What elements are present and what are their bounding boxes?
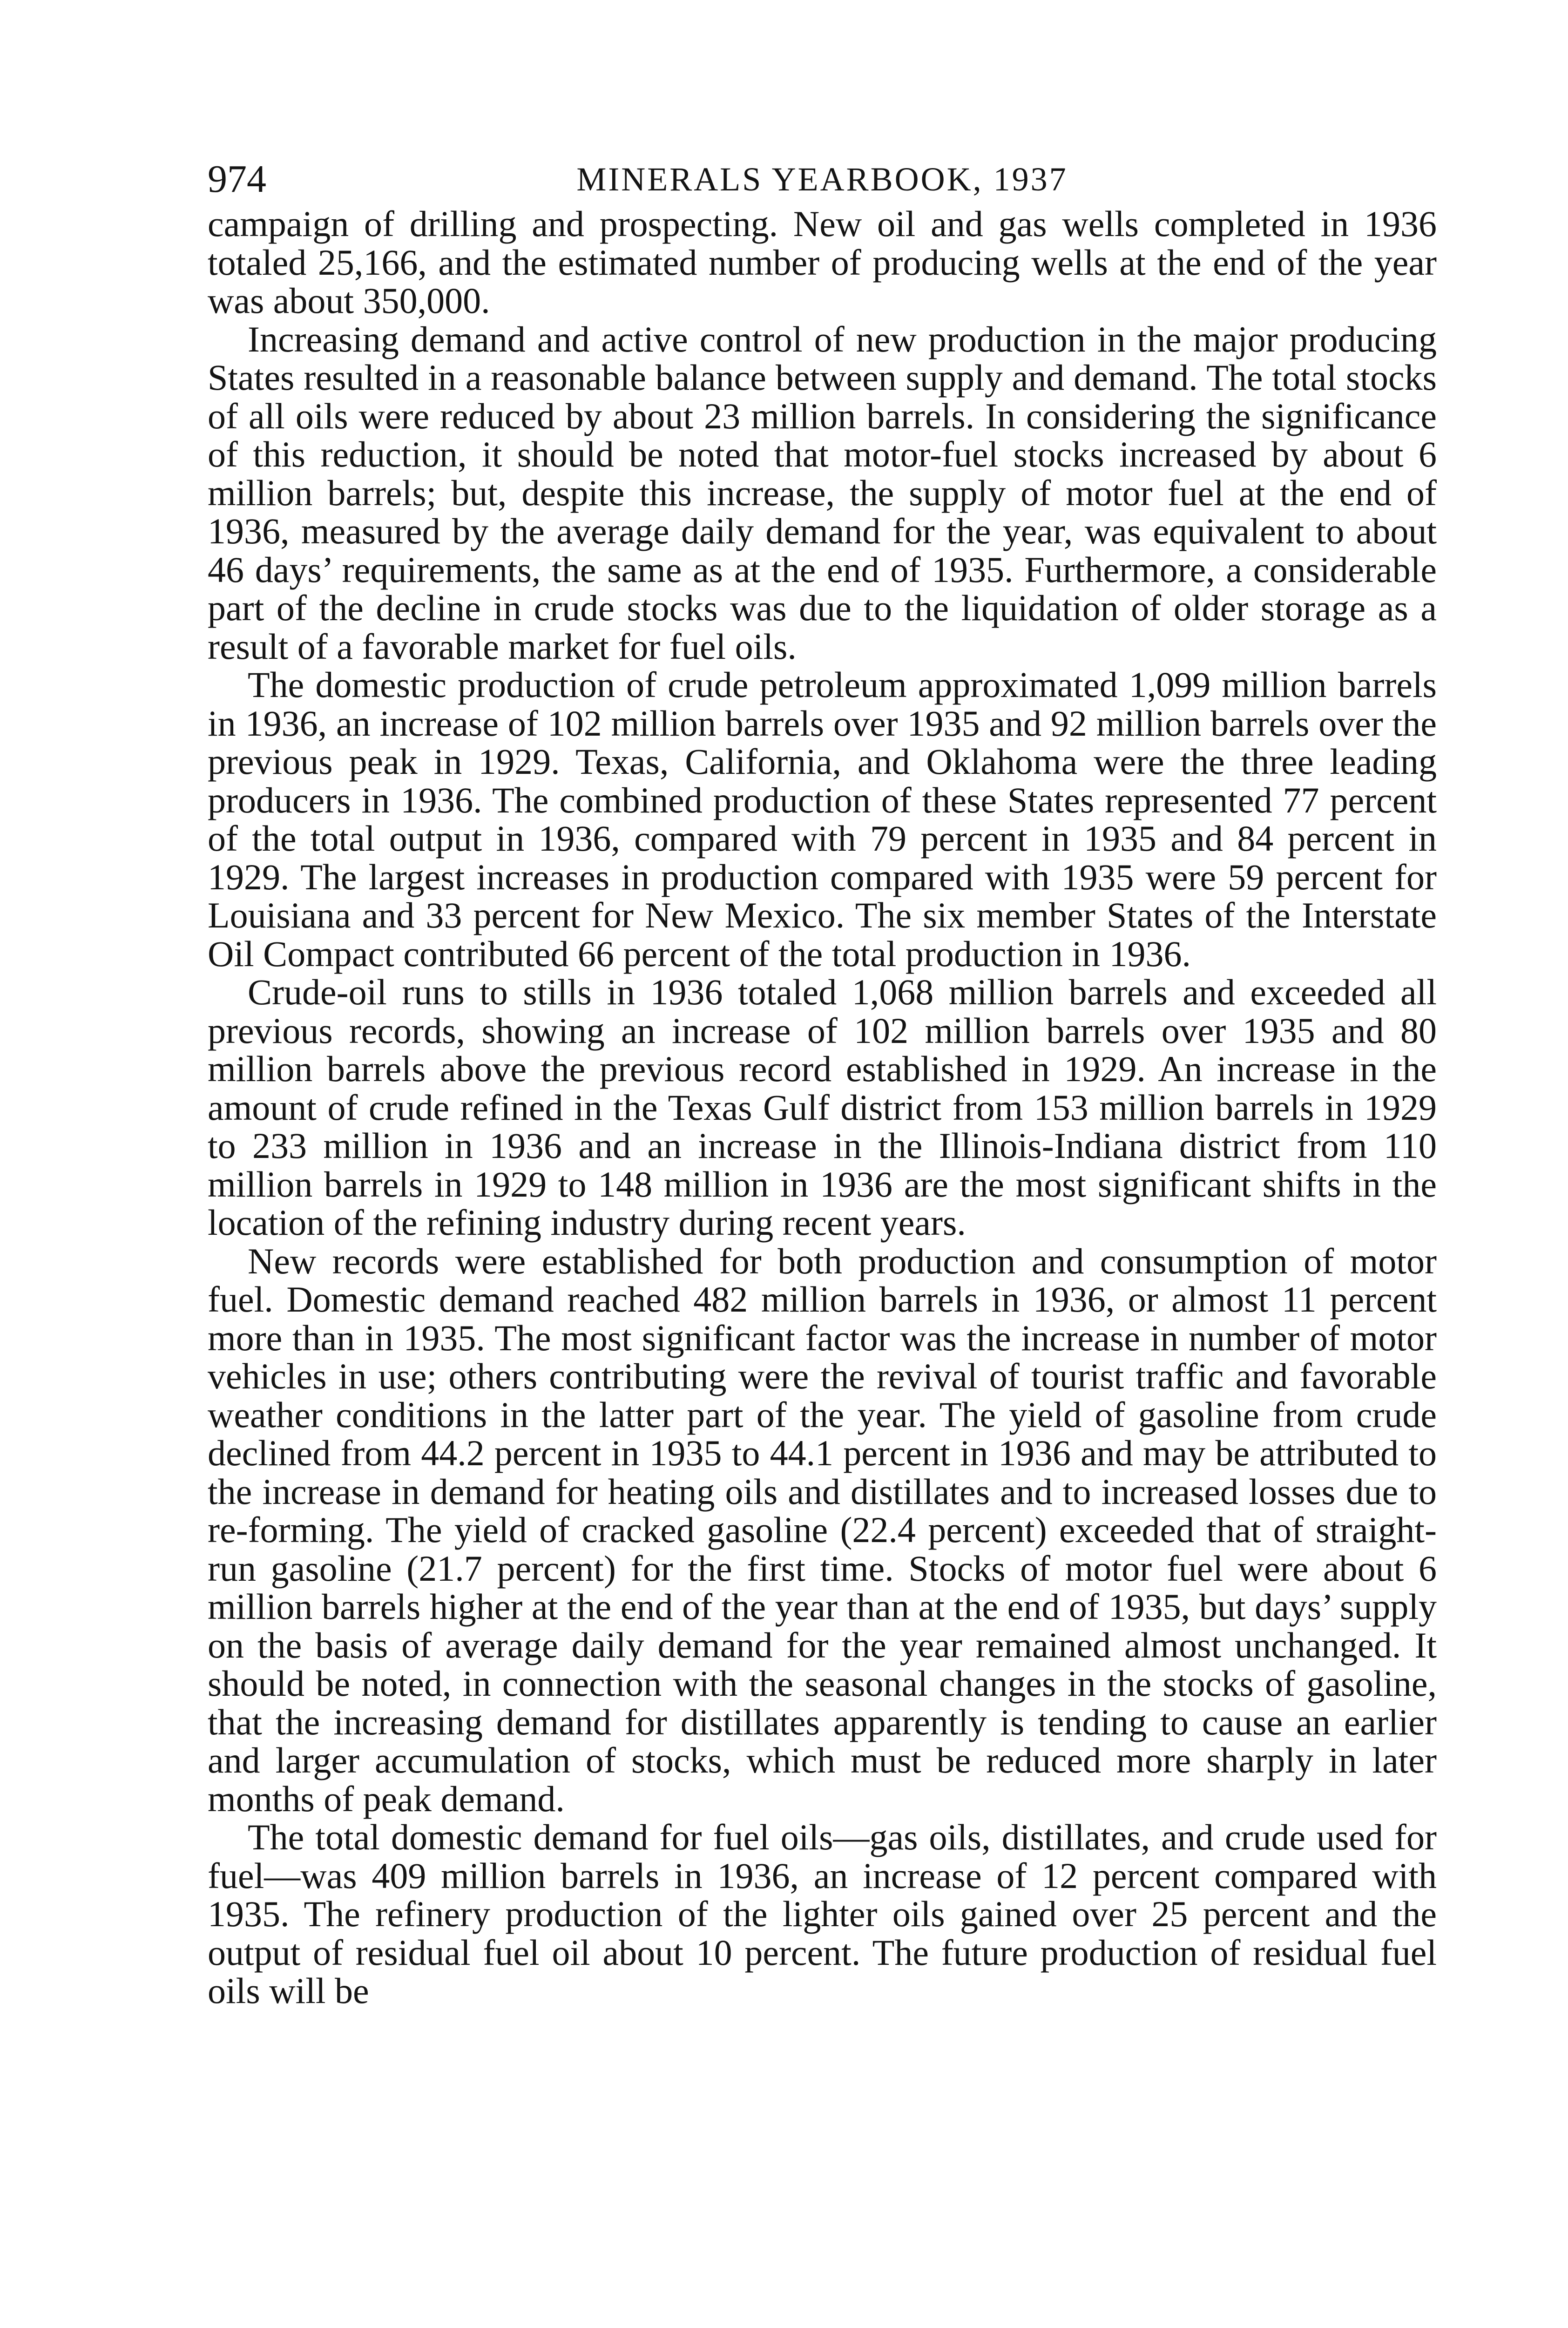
page-header — [208, 154, 1437, 205]
paragraph-fuel-oils: The total domestic demand for fuel oils—gas oils, distillates, and crude used for fuel—was 409 million barrels in 1936, an increase of 12 percent compared with 1935. The refinery production of the lighter oils gained over 25 percent and the output of residual fuel oil about 10 percent. The future production of residual fuel oils will be — [208, 1817, 1437, 2011]
paragraph-motor-fuel: New records were established for both production and consumption of motor fuel. Domestic demand reached 482 million barrels in 1936, or almost 11 percent more than in 1935. The most significant factor was the increase in number of motor vehicles in use; others contributing were the revival of tourist traffic and favorable weather conditions in the latter part of the year. The yield of gasoline from crude declined from 44.2 percent in 1935 to 44.1 percent in 1936 and may be attributed to the increase in demand for heating oils and distillates and to increased losses due to re-forming. The yield of cracked gasoline (22.4 percent) exceeded that of straight-run gasoline (21.7 percent) for the first time. Stocks of motor fuel were about 6 million barrels higher at the end of the year than at the end of 1935, but days’ supply on the basis of average daily demand for the year remained almost unchanged. It should be noted, in connection with the seasonal changes in the stocks of gasoline, that the increasing demand for distillates apparently is tending to cause an earlier and larger accumulation of stocks, which must be reduced more sharply in later months of peak demand. — [208, 1240, 1437, 1819]
paragraph-stocks: Increasing demand and active control of new production in the major producing States resulted in a reasonable balance between supply and demand. The total stocks of all oils were reduced by about 23 million barrels. In considering the significance of this reduction, it should be noted that motor-fuel stocks increased by about 6 million barrels; but, despite this increase, the supply of motor fuel at the end of 1936, measured by the average daily demand for the year, was equivalent to about 46 days’ requirements, the same as at the end of 1935. Furthermore, a considerable part of the decline in crude stocks was due to the liquidation of older storage as a result of a favorable market for fuel oils. — [208, 318, 1437, 667]
body-text — [208, 205, 1437, 2010]
paragraph-crude-production: The domestic production of crude petroleum approximated 1,099 million barrels in 1936, an increase of 102 million barrels over 1935 and 92 million barrels over the previous peak in 1929. Texas, California, and Oklahoma were the three leading producers in 1936. The combined production of these States represented 77 percent of the total output in 1936, compared with 79 percent in 1935 and 84 percent in 1929. The largest increases in production compared with 1935 were 59 percent for Louisiana and 33 percent for New Mexico. The six member States of the Interstate Oil Compact contributed 66 percent of the total production in 1936. — [208, 664, 1437, 974]
page-number: 974 — [208, 157, 266, 201]
document-page — [208, 154, 1437, 2010]
paragraph-continued: campaign of drilling and prospecting. New oil and gas wells completed in 1936 totaled 25,166, and the estimated number of producing wells at the end of the year was about 350,000. — [208, 203, 1437, 321]
paragraph-crude-runs: Crude-oil runs to stills in 1936 totaled 1,068 million barrels and exceeded all previous records, showing an increase of 102 million barrels over 1935 and 80 million barrels above the previous record established in 1929. An increase in the amount of crude refined in the Texas Gulf district from 153 million barrels in 1929 to 233 million in 1936 and an increase in the Illinois-Indiana district from 110 million barrels in 1929 to 148 million in 1936 are the most significant shifts in the location of the refining industry during recent years. — [208, 972, 1437, 1243]
running-title: MINERALS YEARBOOK, 1937 — [576, 161, 1068, 198]
